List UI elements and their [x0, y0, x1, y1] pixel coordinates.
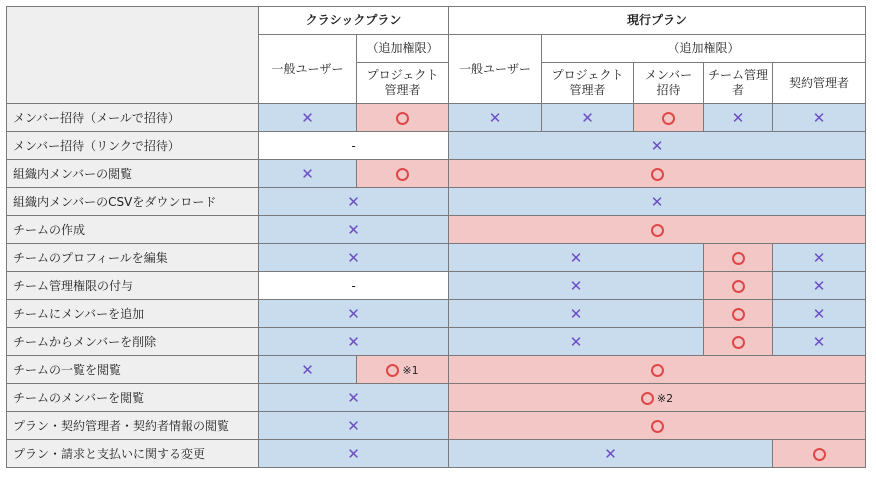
cross-icon: ✕ [347, 305, 360, 323]
cell-allowed [704, 244, 773, 272]
cell-allowed [704, 300, 773, 328]
circle-icon [732, 280, 745, 293]
circle-icon [651, 168, 664, 181]
cell-not-allowed [773, 300, 866, 328]
table-row [7, 328, 866, 356]
cell-not-allowed [773, 328, 866, 356]
cross-icon: ✕ [812, 305, 826, 323]
classic-plan-header: クラシックプラン [259, 7, 449, 35]
circle-icon [651, 420, 664, 433]
table-row [7, 300, 866, 328]
permissions-table-container [6, 6, 866, 468]
cell-not-allowed [259, 216, 449, 244]
row-label: チームの一覧を閲覧 [7, 356, 259, 384]
cross-icon: ✕ [347, 389, 360, 407]
row-label: チームのプロフィールを編集 [7, 244, 259, 272]
cell-allowed [357, 104, 449, 132]
classic-general-user-header: 一般ユーザー [259, 35, 357, 104]
circle-icon [813, 448, 826, 461]
table-row [7, 160, 866, 188]
cross-icon: ✕ [301, 361, 314, 379]
table-row [7, 132, 866, 160]
cell-not-allowed [449, 300, 704, 328]
row-label: チームにメンバーを追加 [7, 300, 259, 328]
row-label: 組織内メンバーのCSVをダウンロード [7, 188, 259, 216]
cell-allowed [449, 160, 866, 188]
cell-not-allowed [259, 160, 357, 188]
cell-allowed [357, 356, 449, 384]
table-row [7, 384, 866, 412]
circle-icon [651, 224, 664, 237]
cell-not-allowed [449, 272, 704, 300]
cross-icon: ✕ [812, 109, 826, 127]
current-general-user-header: 一般ユーザー [449, 35, 542, 104]
cell-allowed [449, 412, 866, 440]
member-invite-line2: 招待 [656, 83, 681, 97]
cross-icon: ✕ [569, 333, 583, 351]
row-label: チーム管理権限の付与 [7, 272, 259, 300]
cell-allowed [704, 272, 773, 300]
cell-allowed [357, 160, 449, 188]
footnote-ref: ※1 [402, 364, 419, 377]
classic-project-admin-header [357, 63, 449, 104]
cross-icon: ✕ [347, 249, 360, 267]
cell-not-allowed [259, 384, 449, 412]
cross-icon: ✕ [731, 109, 745, 127]
circle-icon [396, 112, 409, 125]
header-corner [7, 7, 259, 104]
cell-not-allowed [259, 328, 449, 356]
row-label: チームからメンバーを削除 [7, 328, 259, 356]
cell-allowed [634, 104, 704, 132]
cell-allowed [704, 328, 773, 356]
cell-not-allowed [449, 188, 866, 216]
cross-icon: ✕ [488, 109, 502, 127]
cell-not-allowed [259, 300, 449, 328]
row-label: 組織内メンバーの閲覧 [7, 160, 259, 188]
row-label: チームの作成 [7, 216, 259, 244]
current-plan-header: 現行プラン [449, 7, 866, 35]
cross-icon: ✕ [347, 333, 360, 351]
cell-not-allowed [773, 244, 866, 272]
row-label: チームのメンバーを閲覧 [7, 384, 259, 412]
cross-icon: ✕ [650, 137, 664, 155]
cell-not-allowed [773, 272, 866, 300]
circle-icon [641, 392, 654, 405]
cross-icon: ✕ [650, 193, 664, 211]
table-row [7, 412, 866, 440]
circle-icon [386, 364, 399, 377]
cell-allowed [449, 216, 866, 244]
circle-icon [651, 364, 664, 377]
classic-additional-rights-header: （追加権限） [357, 35, 449, 63]
cell-not-allowed [259, 412, 449, 440]
cross-icon: ✕ [569, 249, 583, 267]
cross-icon: ✕ [812, 249, 826, 267]
team-admin-header: チーム管理者 [704, 63, 773, 104]
cell-not-allowed [259, 104, 357, 132]
cell-not-allowed [449, 104, 542, 132]
cross-icon: ✕ [347, 193, 360, 211]
cell-not-allowed [542, 104, 634, 132]
table-row [7, 440, 866, 468]
permissions-table [6, 6, 866, 468]
classic-project-admin-line1: プロジェクト [366, 68, 439, 82]
cell-not-allowed [449, 132, 866, 160]
cell-not-allowed [704, 104, 773, 132]
cross-icon: ✕ [347, 445, 360, 463]
cell-not-applicable: - [259, 272, 449, 300]
cell-not-allowed [449, 328, 704, 356]
member-invite-header [634, 63, 704, 104]
footnote-ref: ※2 [656, 392, 674, 405]
cross-icon: ✕ [569, 305, 583, 323]
row-label: プラン・請求と支払いに関する変更 [7, 440, 259, 468]
cross-icon: ✕ [301, 165, 314, 183]
current-additional-rights-header: （追加権限） [542, 35, 866, 63]
current-project-admin-line2: 管理者 [569, 83, 606, 97]
circle-icon [396, 168, 409, 181]
current-project-admin-line1: プロジェクト [551, 68, 624, 82]
cross-icon: ✕ [812, 333, 826, 351]
circle-icon [732, 252, 745, 265]
circle-icon [662, 112, 675, 125]
cell-not-allowed [259, 244, 449, 272]
table-row [7, 104, 866, 132]
classic-project-admin-line2: 管理者 [384, 83, 421, 97]
cross-icon: ✕ [347, 221, 360, 239]
contract-admin-header: 契約管理者 [773, 63, 866, 104]
cell-not-allowed [259, 188, 449, 216]
cell-not-allowed [449, 244, 704, 272]
cross-icon: ✕ [347, 417, 360, 435]
cell-not-applicable: - [259, 132, 449, 160]
cross-icon: ✕ [581, 109, 594, 127]
cross-icon: ✕ [812, 277, 826, 295]
table-row [7, 244, 866, 272]
current-project-admin-header [542, 63, 634, 104]
table-row [7, 188, 866, 216]
member-invite-line1: メンバー [644, 68, 693, 82]
cross-icon: ✕ [301, 109, 314, 127]
cell-not-allowed [449, 440, 773, 468]
table-row [7, 356, 866, 384]
cross-icon: ✕ [569, 277, 583, 295]
cell-not-allowed [259, 356, 357, 384]
cell-allowed [449, 384, 866, 412]
row-label: メンバー招待（リンクで招待） [7, 132, 259, 160]
table-row [7, 216, 866, 244]
row-label: メンバー招待（メールで招待） [7, 104, 259, 132]
cell-allowed [449, 356, 866, 384]
table-row [7, 272, 866, 300]
circle-icon [732, 336, 745, 349]
circle-icon [732, 308, 745, 321]
cross-icon: ✕ [604, 445, 617, 463]
row-label: プラン・契約管理者・契約者情報の閲覧 [7, 412, 259, 440]
cell-allowed [773, 440, 866, 468]
cell-not-allowed [259, 440, 449, 468]
cell-not-allowed [773, 104, 866, 132]
